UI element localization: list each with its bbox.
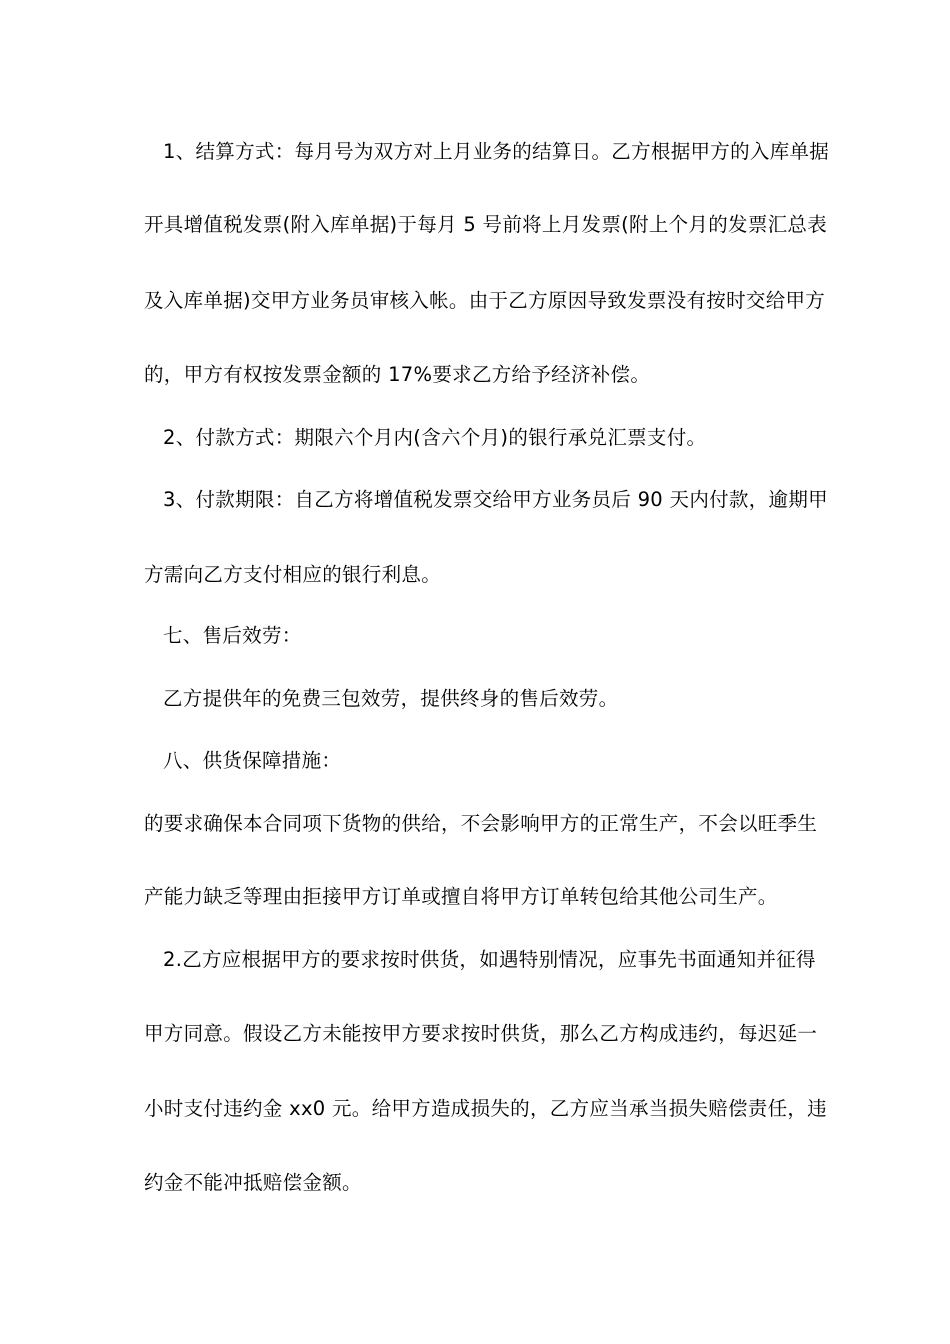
supply-guarantee-line-1: 的要求确保本合同项下货物的供给，不会影响甲方的正常生产，不会以旺季生 (144, 812, 818, 835)
clause-settlement-method-line-2: 开具增值税发票(附入库单据)于每月 5 号前将上月发票(附上个月的发票汇总表 (144, 213, 828, 236)
section-heading-after-sales: 七、售后效劳： (163, 624, 302, 647)
supply-guarantee-line-2: 产能力缺乏等理由拒接甲方订单或擅自将甲方订单转包给其他公司生产。 (144, 885, 778, 908)
clause-payment-method: 2、付款方式：期限六个月内(含六个月)的银行承兑汇票支付。 (163, 426, 707, 449)
clause-settlement-method-line-3: 及入库单据)交甲方业务员审核入帐。由于乙方原因导致发票没有按时交给甲方 (144, 289, 826, 312)
clause-delivery-line-3: 小时支付违约金 xx0 元。给甲方造成损失的，乙方应当承当损失赔偿责任，违 (144, 1097, 827, 1120)
clause-payment-term-line-1: 3、付款期限：自乙方将增值税发票交给甲方业务员后 90 天内付款，逾期甲 (163, 488, 828, 511)
section-heading-supply-guarantee: 八、供货保障措施： (163, 749, 342, 772)
clause-delivery-line-1: 2.乙方应根据甲方的要求按时供货，如遇特别情况，应事先书面通知并征得 (163, 948, 816, 971)
clause-delivery-line-4: 约金不能冲抵赔偿金额。 (144, 1171, 362, 1194)
clause-settlement-method-line-1: 1、结算方式：每月号为双方对上月业务的结算日。乙方根据甲方的入库单据 (163, 140, 830, 163)
after-sales-text: 乙方提供年的免费三包效劳，提供终身的售后效劳。 (163, 687, 619, 710)
clause-delivery-line-2: 甲方同意。假设乙方未能按甲方要求按时供货，那么乙方构成违约，每迟延一 (144, 1022, 818, 1045)
clause-payment-term-line-2: 方需向乙方支付相应的银行利息。 (144, 563, 442, 586)
clause-settlement-method-line-4: 的，甲方有权按发票金额的 17%要求乙方给予经济补偿。 (144, 363, 651, 386)
